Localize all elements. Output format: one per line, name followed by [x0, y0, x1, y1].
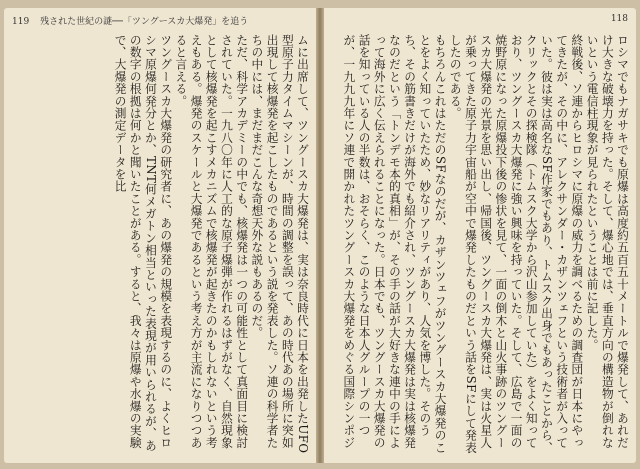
right-paragraph-2: 終戦後、ソ連からヒロシマに原爆の威力を調べるための調査団が日本にやってきたが、その中に、アレクサンダー・カザンツェフという技術者が入っていた。彼は実は高名なSF作家でもあり、トムスク出身でもあったことから、クリックとその探検隊（トムスク大学から沢山参加していた）をよく知っており、ツングースカ大爆発に強い興味を持っていた。そして、広島で一面の焼野原になった原爆投下後の惨状を見て、一面の倒木と山火事跡のツングースカ大爆発の光景を思い出し、帰国後、ツングースカ大爆発は、実は火星人が乗ってきた原子力宇宙船が空中で爆発したものだという話をSFにして発表したのである。: [448, 34, 585, 454]
left-page-body: [10, 34, 310, 457]
left-page-number: 119: [12, 17, 30, 27]
left-paragraph-2: ただ、科学アカデミーの中でも、核爆発は一つの可能性として真面目に検討されていた。一九八〇年に人工的な原子爆弾が作れるはずがなく、自然現象として核爆発を起こすメカニズムで核爆発が起きたのかもしれないという考えもある。爆発のスケールと大爆発であるという考え方が主流になりつつあると言える。: [174, 34, 250, 449]
left-page: [4, 8, 316, 463]
right-paragraph-1: ロシマでもナガサキでも原爆は高度約五百五十メートルで爆発して、あれだけ大きな破壊力を持った。そして、爆心地では、垂直方向の構造物が倒れないという電信柱現象が見られたということは前に記した。: [585, 34, 630, 449]
left-paragraph-3: ツングースカ大爆発の研究者に、あの爆発の規模を表現するのに、よくヒロシマ原爆何発分とか、TNT何メガトン相当といった表現が用いられるが、あの数字の根拠は何かと聞いたことがある。すると、我々は原爆や水爆の実験で、大爆発の測定データを比: [113, 34, 174, 452]
left-page-header: [12, 14, 248, 27]
right-page-body: [330, 34, 630, 457]
right-page: [324, 8, 636, 463]
left-paragraph-1: ムに出席して、ツングースカ大爆発は、実は奈良時代に日本を出発したUFO型原子力タイムマシーンが、時間の調整を誤って、あの時代あの場所に突如出現して核爆発を起こしたものであるという説を発表した。ソ連の科学者たちの中には、まだまだこんな奇想天外な説もあるのだ。: [250, 34, 310, 454]
right-paragraph-3: もちろんこれはただのSFなのだが、カザンツェフがツングースカ大爆発のことをよく知っていたため、妙なリアリティがあり、人気を博した。そのうち、その筋書きだけが海外でも紹介され、ツングースカ大爆発は実は核爆発なのだという「トンデモ本的真相」が、その手の話が大好きな連中の手によって海外に広く伝えられることになった。日本でも、ツングースカ大爆発の話を知っている人の半数は、おそらく、このような日本人グループの一つが、一九九九年にソ連で開かれたツングースカ大爆発をめぐる国際シンポジ: [342, 34, 448, 454]
book-gutter: [316, 8, 324, 463]
right-page-header: [611, 14, 628, 24]
running-head: 残された世紀の謎──「ツングースカ大爆発」を追う: [40, 17, 249, 27]
right-page-number: 118: [610, 14, 628, 24]
